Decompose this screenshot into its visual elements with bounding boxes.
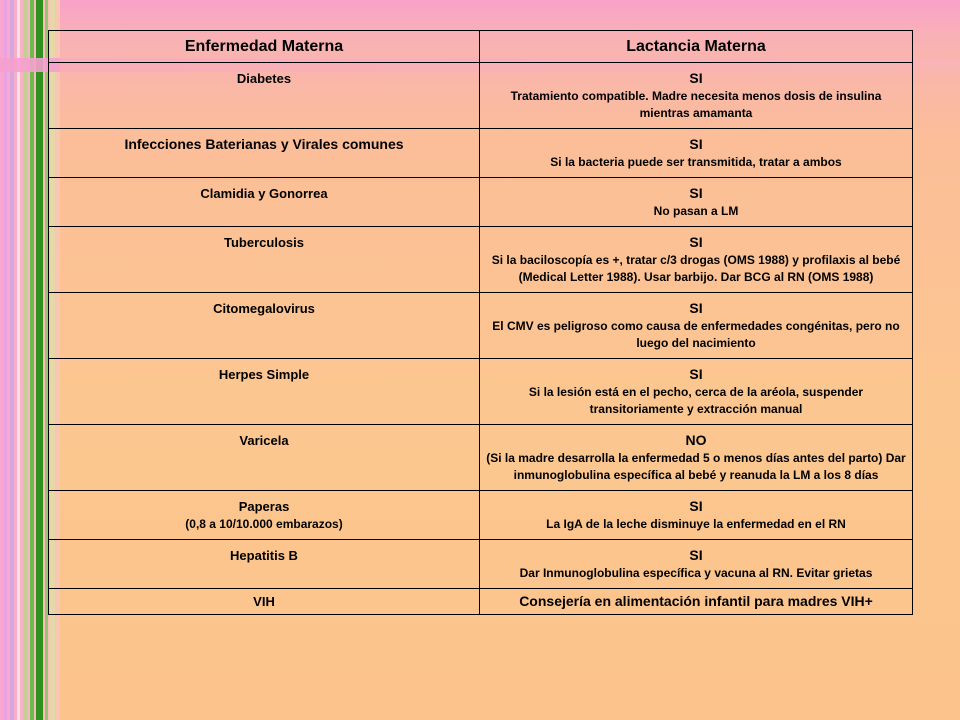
disease-name: Paperas [238, 499, 290, 514]
disease-cell [49, 227, 480, 293]
table-row [49, 589, 913, 615]
recommendation-cell [480, 293, 913, 359]
detail: Dar Inmunoglobulina específica y vacuna al RN. Evitar grietas [519, 566, 873, 580]
verdict: SI [689, 234, 703, 250]
detail: Si la bacteria puede ser transmitida, tratar a ambos [550, 155, 842, 169]
recommendation-cell [480, 178, 913, 227]
table-row [49, 227, 913, 293]
detail: Consejería en alimentación infantil para madres VIH+ [519, 593, 873, 609]
breastfeeding-table [48, 30, 913, 615]
disease-cell [49, 491, 480, 540]
detail: No pasan a LM [653, 204, 739, 218]
disease-cell [49, 425, 480, 491]
header-breastfeeding: Lactancia Materna [480, 31, 913, 63]
verdict: SI [689, 300, 703, 316]
table-header-row [49, 31, 913, 63]
recommendation-cell [480, 227, 913, 293]
disease-cell [49, 178, 480, 227]
table-row [49, 425, 913, 491]
detail: (Si la madre desarrolla la enfermedad 5 o menos días antes del parto) Dar inmunoglobulina específica al bebé y reanuda la LM a los 8 días [486, 451, 906, 482]
disease-cell [49, 359, 480, 425]
disease-cell [49, 63, 480, 129]
recommendation-cell [480, 129, 913, 178]
disease-name: Clamidia y Gonorrea [200, 186, 328, 201]
detail: Tratamiento compatible. Madre necesita menos dosis de insulina mientras amamanta [510, 89, 882, 120]
disease-cell [49, 293, 480, 359]
recommendation-cell [480, 589, 913, 615]
detail: Si la baciloscopía es +, tratar c/3 drogas (OMS 1988) y profilaxis al bebé (Medical Letter 1988). Usar barbijo. Dar BCG al RN (OMS 1988) [491, 253, 901, 284]
verdict: SI [689, 547, 703, 563]
disease-cell [49, 540, 480, 589]
disease-name: Citomegalovirus [213, 301, 315, 316]
disease-name: VIH [253, 594, 275, 609]
verdict: SI [689, 498, 703, 514]
recommendation-cell [480, 540, 913, 589]
detail: Si la lesión está en el pecho, cerca de la aréola, suspender transitoriamente y extracción manual [528, 385, 864, 416]
table-row [49, 178, 913, 227]
disease-cell [49, 589, 480, 615]
disease-note: (0,8 a 10/10.000 embarazos) [185, 517, 343, 531]
table-row [49, 491, 913, 540]
disease-name: Hepatitis B [230, 548, 298, 563]
recommendation-cell [480, 359, 913, 425]
table-row [49, 540, 913, 589]
table-row [49, 359, 913, 425]
disease-name: Herpes Simple [218, 367, 310, 382]
verdict: SI [689, 366, 703, 382]
detail: El CMV es peligroso como causa de enfermedades congénitas, pero no luego del nacimiento [492, 319, 900, 350]
recommendation-cell [480, 425, 913, 491]
disease-name: Diabetes [236, 71, 292, 86]
verdict: NO [685, 432, 707, 448]
table-row [49, 129, 913, 178]
disease-cell [49, 129, 480, 178]
verdict: SI [689, 136, 703, 152]
detail: La IgA de la leche disminuye la enfermedad en el RN [546, 517, 846, 531]
table-row [49, 293, 913, 359]
disease-name: Varicela [239, 433, 289, 448]
table-row [49, 63, 913, 129]
header-maternal-disease: Enfermedad Materna [49, 31, 480, 63]
recommendation-cell [480, 491, 913, 540]
disease-name: Tuberculosis [224, 235, 304, 250]
verdict: SI [689, 70, 703, 86]
recommendation-cell [480, 63, 913, 129]
verdict: SI [689, 185, 703, 201]
disease-name: Infecciones Baterianas y Virales comunes [124, 136, 404, 152]
